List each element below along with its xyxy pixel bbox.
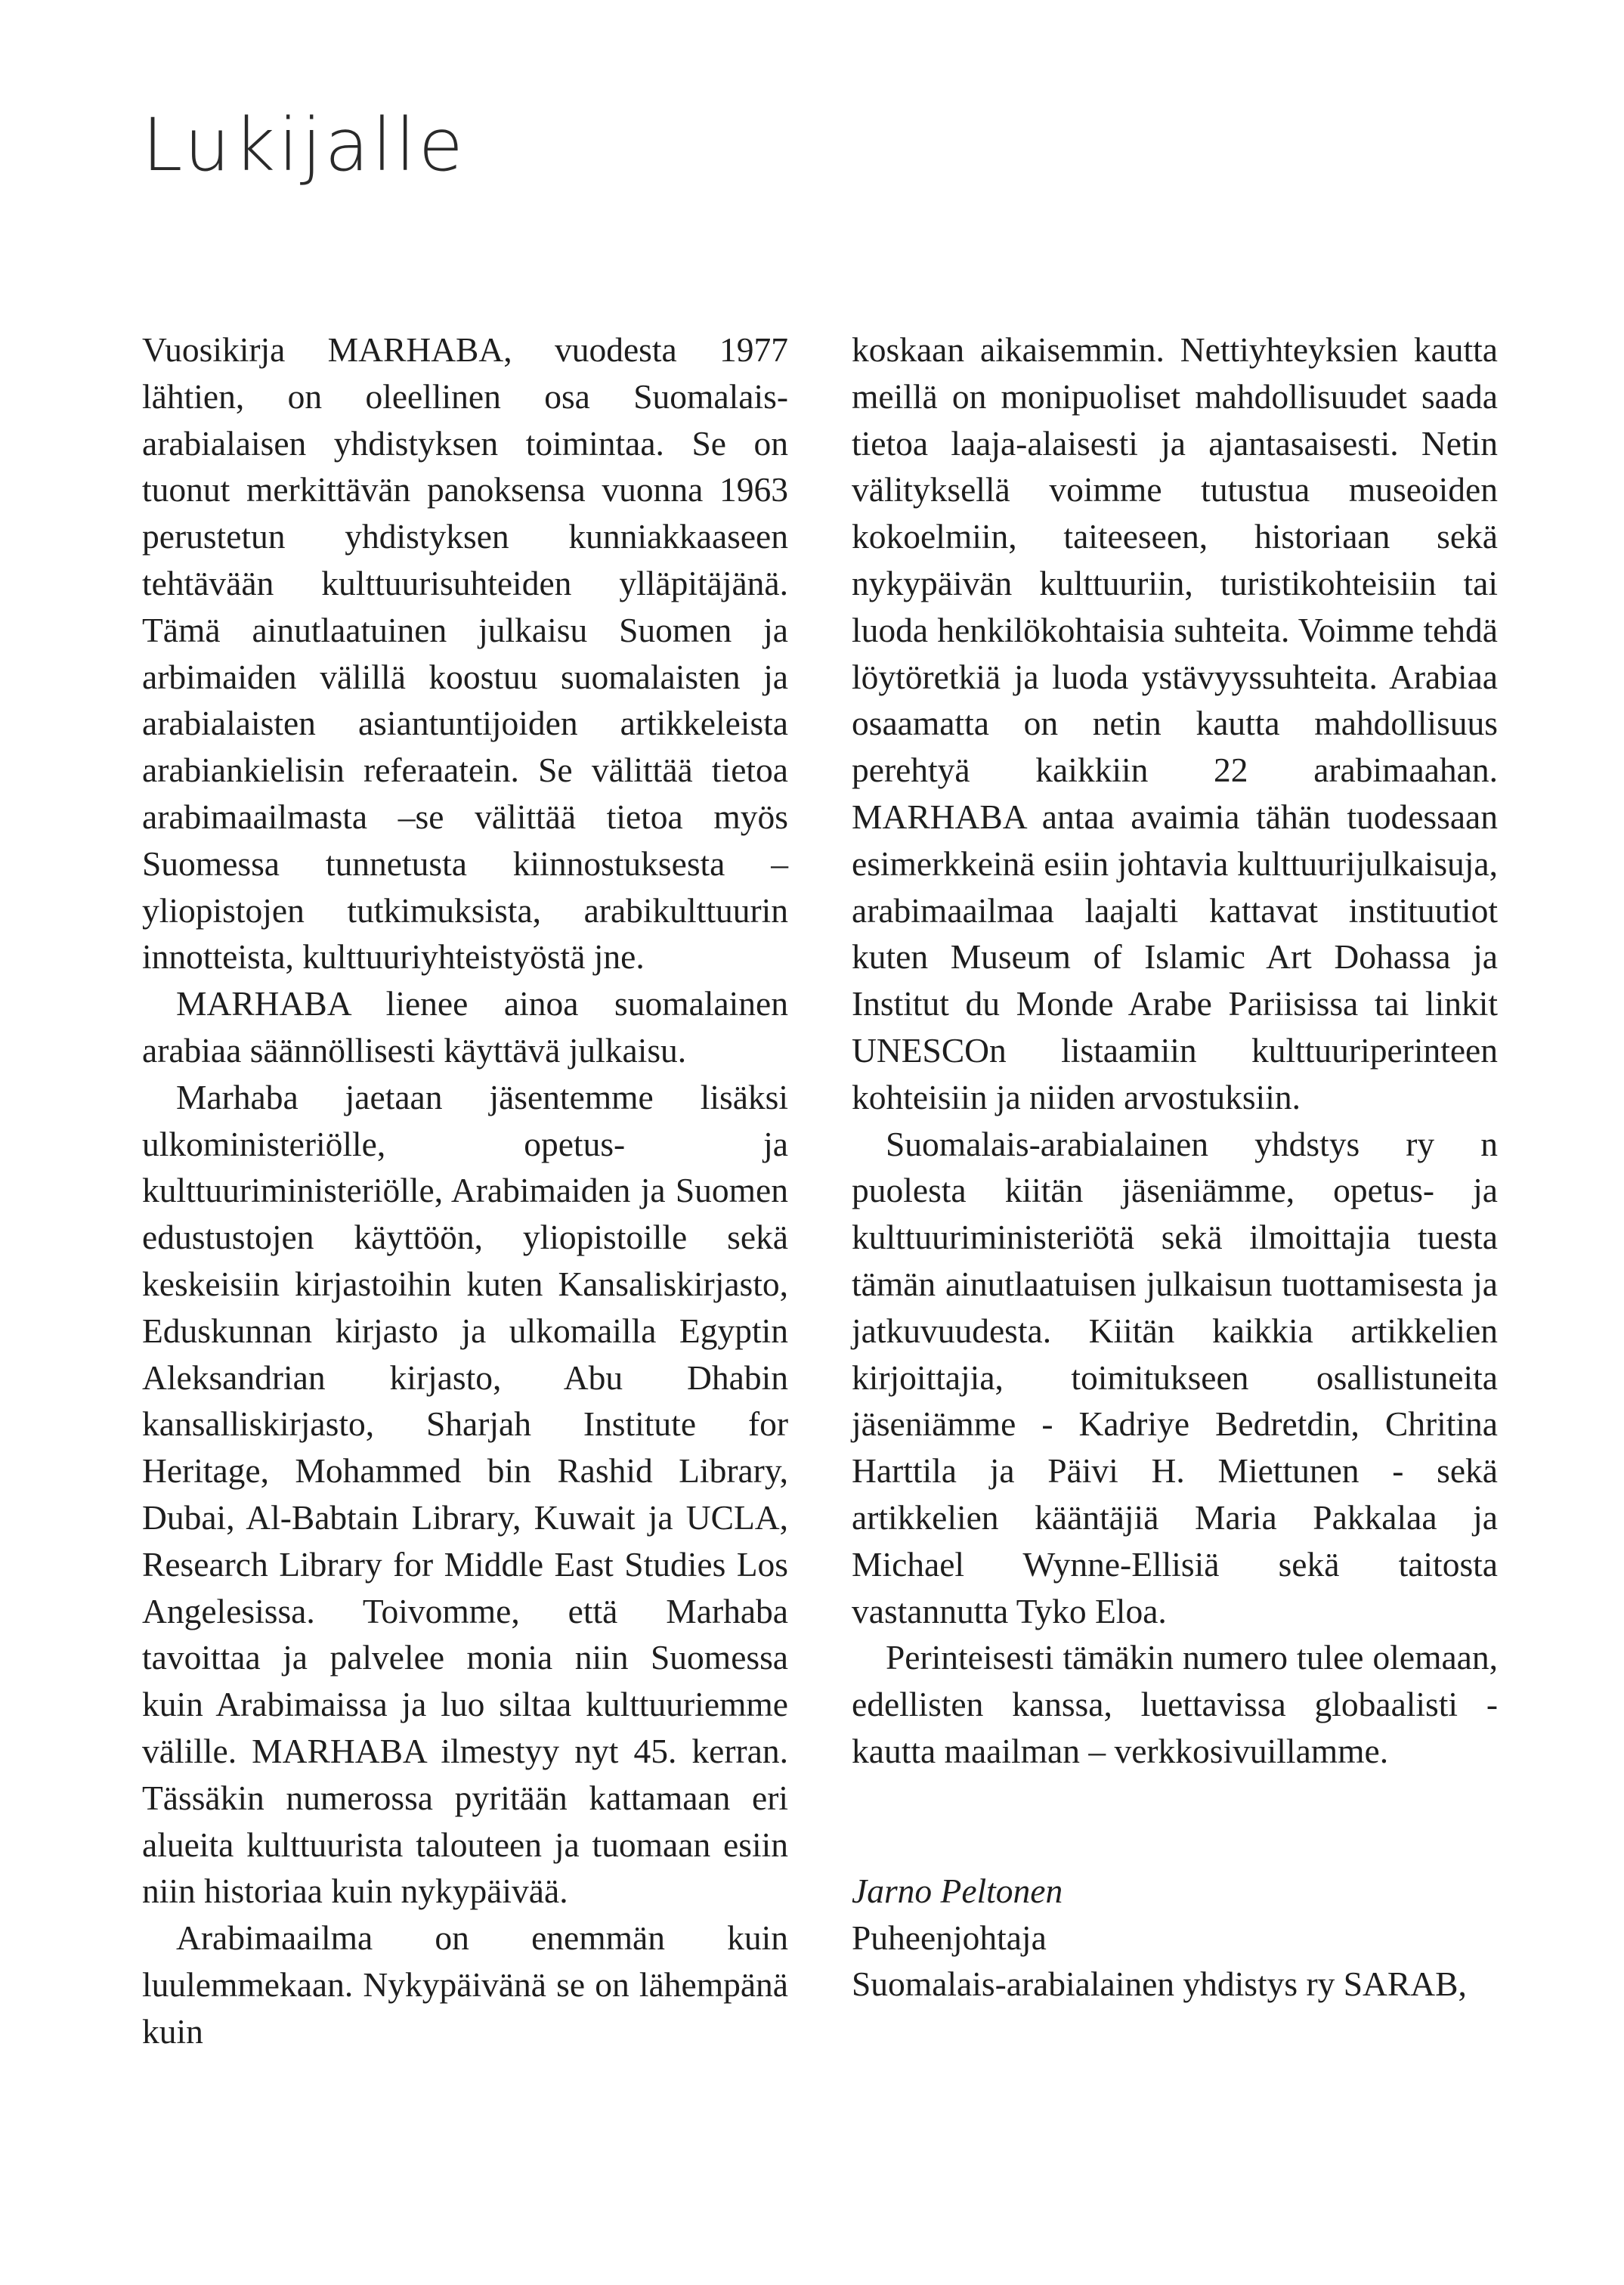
paragraph: Arabimaailma on enemmän kuin luulemmekaan. Nykypäivänä se on lähempänä kuin [142,1918,788,2051]
paragraph: Suomalais-arabialainen yhdstys ry n puolesta kiitän jäseniämme, opetus- ja kulttuuriministeriötä sekä ilmoittajia tuesta tämän ainutlaatuisen julkaisun tuottamisesta ja jatkuvuudesta. Kiitän kaikkia artikkelien kirjoittajia, toimitukseen osallistuneita jäseniämme - Kadriye Bedretdin, Chritina Harttila ja Päivi H. Miettunen - sekä artikkelien kääntäjiä Maria Pakkalaa ja Michael Wynne-Ellisiä sekä taitosta vastannutta Tyko Eloa. [852,1124,1498,1630]
paragraph: Vuosikirja MARHABA, vuodesta 1977 lähtien, on oleellinen osa Suomalais-arabialaisen yhdistyksen toimintaa. Se on tuonut merkittävän panoksensa vuonna 1963 perustetun yhdistyksen kunniakkaaseen tehtävään kulttuurisuhteiden ylläpitäjänä. Tämä ainutlaatuinen julkaisu Suomen ja arbimaiden välillä koostuu suomalaisten ja arabialaisten asiantuntijoiden artikkeleista arabiankielisin referaatein. Se välittää tietoa arabimaailmasta –se välittää tietoa myös Suomessa tunnetusta kiinnostuksesta – yliopistojen tutkimuksista, arabikulttuurin innotteista, kulttuuriyhteistyöstä jne. [142,330,788,977]
paragraph: Marhaba jaetaan jäsentemme lisäksi ulkoministeriölle, opetus- ja kulttuuriministeriölle, Arabimaiden ja Suomen edustustojen käyttöön, yliopistoille sekä keskeisiin kirjastoihin kuten Kansaliskirjasto, Eduskunnan kirjasto ja ulkomailla Egyptin Aleksandrian kirjasto, Abu Dhabin kansalliskirjasto, Sharjah Institute for Heritage, Mohammed bin Rashid Library, Dubai, Al-Babtain Library, Kuwait ja UCLA, Research Library for Middle East Studies Los Angelesissa. Toivomme, että Marhaba tavoittaa ja palvelee monia niin Suomessa kuin Arabimaissa ja luo siltaa kulttuuriemme välille. MARHABA ilmestyy nyt 45. kerran. Tässäkin numerossa pyritään kattamaan eri alueita kulttuurista talouteen ja tuomaan esiin niin historiaa kuin nykypäivää. [142,1077,788,1911]
paragraph: koskaan aikaisemmin. Nettiyhteyksien kautta meillä on monipuoliset mahdollisuudet saada tietoa laaja-alaisesti ja ajantasaisesti. Netin välityksellä voimme tutustua museoiden kokoelmiin, taiteeseen, historiaan sekä nykypäivän kulttuuriin, turistikohteisiin tai luoda henkilökohtaisia suhteita. Voimme tehdä löytöretkiä ja luoda ystävyyssuhteita. Arabiaa osaamatta on netin kautta mahdollisuus perehtyä kaikkiin 22 arabimaahan. MARHABA antaa avaimia tähän tuodessaan esimerkkeinä esiin johtavia kulttuurijulkaisuja, arabimaailmaa laajalti kattavat instituutiot kuten Museum of Islamic Art Dohassa ja Institut du Monde Arabe Pariisissa tai linkit UNESCOn listaamiin kulttuuriperinteen kohteisiin ja niiden arvostuksiin. [852,330,1498,1116]
signature-block [852,1868,1498,2008]
signature-role: Puheenjohtaja [852,1918,1047,1957]
right-column [852,327,1498,2008]
signature-name: Jarno Peltonen [852,1871,1063,1910]
signature-organization: Suomalais-arabialainen yhdistys ry SARAB, [852,1965,1467,2004]
paragraph: Perinteisesti tämäkin numero tulee olemaan, edellisten kanssa, luettavissa globaalisti - kautta maailman – verkkosivuillamme. [852,1638,1498,1770]
page-title: Lukijalle [142,103,466,187]
paragraph: MARHABA lienee ainoa suomalainen arabiaa säännöllisesti käyttävä julkaisu. [142,984,788,1070]
left-column [142,327,788,2054]
